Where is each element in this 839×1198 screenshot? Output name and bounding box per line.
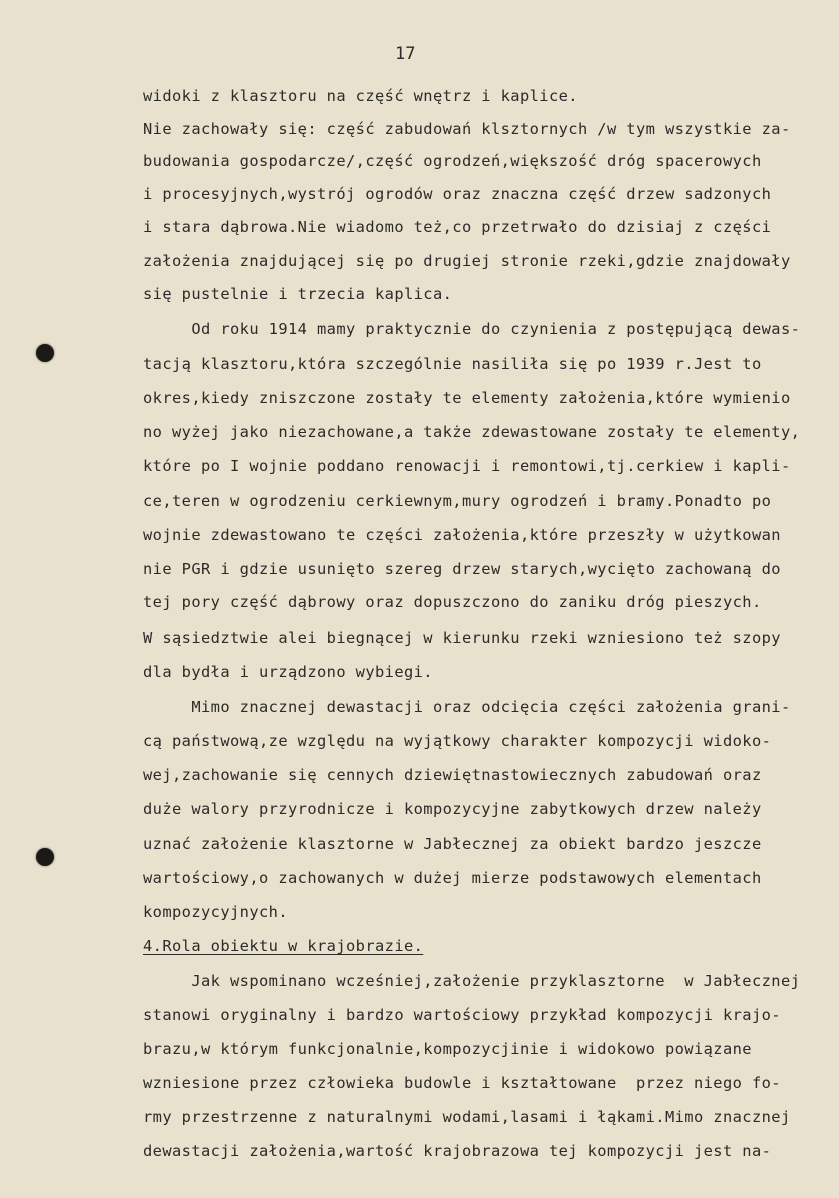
section-heading: 4.Rola obiektu w krajobrazie. (143, 937, 424, 955)
text-line: uznać założenie klasztorne w Jabłecznej za obiekt bardzo jeszcze (143, 835, 762, 853)
text-line: no wyżej jako niezachowane,a także zdewastowane zostały te elementy, (143, 423, 801, 441)
text-line: i stara dąbrowa.Nie wiadomo też,co przetrwało do dzisiaj z części (143, 218, 772, 236)
text-line: Jak wspominano wcześniej,założenie przyklasztorne w Jabłecznej (143, 972, 801, 990)
text-line: Mimo znacznej dewastacji oraz odcięcia części założenia grani- (143, 698, 791, 716)
text-line: ce,teren w ogrodzeniu cerkiewnym,mury ogrodzeń i bramy.Ponadto po (143, 492, 772, 510)
text-line: które po I wojnie poddano renowacji i remontowi,tj.cerkiew i kapli- (143, 457, 791, 475)
text-line: się pustelnie i trzecia kaplica. (143, 285, 453, 303)
text-line: stanowi oryginalny i bardzo wartościowy przykład kompozycji krajo- (143, 1006, 781, 1024)
text-line: tacją klasztoru,która szczególnie nasiliła się po 1939 r.Jest to (143, 355, 762, 373)
text-line: cą państwową,ze względu na wyjątkowy charakter kompozycji widoko- (143, 732, 772, 750)
text-line: Od roku 1914 mamy praktycznie do czynienia z postępującą dewas- (143, 320, 801, 338)
text-line: budowania gospodarcze/,część ogrodzeń,większość dróg spacerowych (143, 152, 762, 170)
text-line: nie PGR i gdzie usunięto szereg drzew starych,wycięto zachowaną do (143, 560, 781, 578)
text-line: dewastacji założenia,wartość krajobrazowa tej kompozycji jest na- (143, 1142, 772, 1160)
text-line: wej,zachowanie się cennych dziewiętnastowiecznych zabudowań oraz (143, 766, 762, 784)
text-line: brazu,w którym funkcjonalnie,kompozycjinie i widokowo powiązane (143, 1040, 752, 1058)
text-line: okres,kiedy zniszczone zostały te elementy założenia,które wymienio (143, 389, 791, 407)
text-line: wzniesione przez człowieka budowle i kształtowane przez niego fo- (143, 1074, 781, 1092)
binder-hole-bottom (36, 848, 54, 866)
text-line: i procesyjnych,wystrój ogrodów oraz znaczna część drzew sadzonych (143, 185, 772, 203)
text-line: rmy przestrzenne z naturalnymi wodami,lasami i łąkami.Mimo znacznej (143, 1108, 791, 1126)
text-line: widoki z klasztoru na część wnętrz i kaplice. (143, 87, 578, 105)
text-line: dla bydła i urządzono wybiegi. (143, 663, 433, 681)
text-line: Nie zachowały się: część zabudowań klsztornych /w tym wszystkie za- (143, 120, 791, 138)
text-line: wartościowy,o zachowanych w dużej mierze podstawowych elementach (143, 869, 762, 887)
binder-hole-top (36, 344, 54, 362)
text-line: W sąsiedztwie alei biegnącej w kierunku rzeki wzniesiono też szopy (143, 629, 781, 647)
text-line: założenia znajdującej się po drugiej stronie rzeki,gdzie znajdowały (143, 252, 791, 270)
text-line: duże walory przyrodnicze i kompozycyjne zabytkowych drzew należy (143, 800, 762, 818)
text-line: kompozycyjnych. (143, 903, 288, 921)
text-line: wojnie zdewastowano te części założenia,które przeszły w użytkowan (143, 526, 781, 544)
text-line: tej pory część dąbrowy oraz dopuszczono do zaniku dróg pieszych. (143, 593, 762, 611)
page-number: 17 (395, 44, 416, 64)
